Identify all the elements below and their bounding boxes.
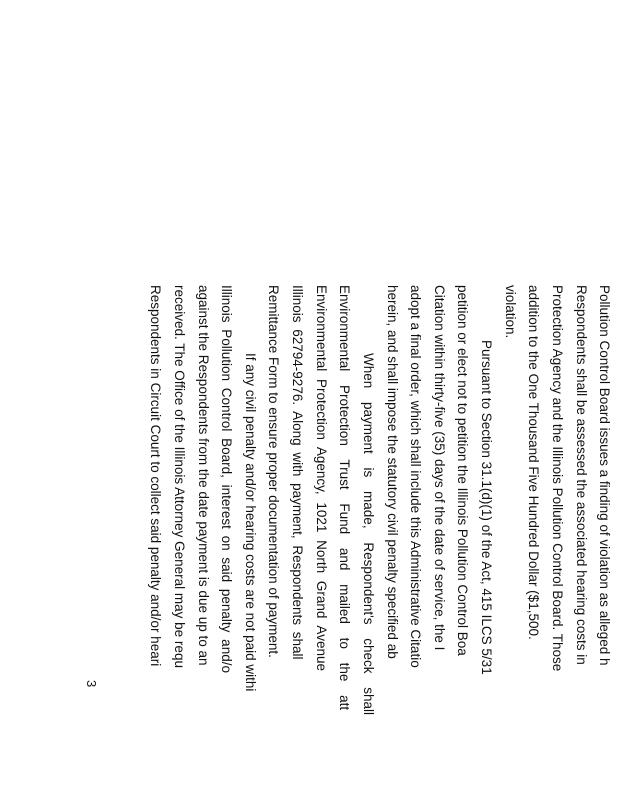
text-line: Pollution Control Board issues a finding of violation as alleged h: [597, 285, 612, 666]
text-line: violation.: [503, 285, 518, 339]
text-line: petition or elect not to petition the Illinois Pollution Control Boa: [455, 285, 470, 656]
text-line: herein, and shall impose the statutory civil penalty specified ab: [385, 285, 400, 659]
text-line: received. The Office of the Illinois Attorney General may be requ: [172, 285, 187, 668]
text-line: Respondents shall be assessed the associated hearing costs in: [574, 285, 589, 665]
text-line: Remittance Form to ensure proper documentation of payment.: [266, 285, 281, 658]
text-line: If any civil penalty and/or hearing costs are not paid withi: [243, 353, 258, 692]
text-line: Illinois 62794-9276. Along with payment, Respondents shall: [290, 285, 305, 660]
text-line: Illinois Pollution Control Board, interest on said penalty and/o: [219, 285, 234, 673]
text-line: Protection Agency and the Illinois Pollution Control Board. Those: [550, 285, 565, 672]
text-line: Citation within thirty-five (35) days of the date of service, the I: [432, 285, 447, 651]
text-line: Pursuant to Section 31.1(d)(1) of the Act, 415 ILCS 5/31: [479, 340, 494, 675]
text-line: Respondents in Circuit Court to collect said penalty and/or heari: [148, 285, 163, 667]
text-line: Environmental Protection Trust Fund and mailed to the att: [337, 285, 352, 711]
page-number: 3: [84, 680, 99, 688]
text-line: adopt a final order, which shall include this Administrative Citatio: [408, 285, 423, 668]
text-line: against the Respondents from the date payment is due up to an: [196, 285, 211, 666]
text-line: addition to the One Thousand Five Hundred Dollar ($1,500.: [526, 285, 541, 640]
text-line: Environmental Protection Agency, 1021 North Grand Avenue: [314, 285, 329, 671]
text-line: When payment is made, Respondent's check shall: [361, 353, 376, 715]
